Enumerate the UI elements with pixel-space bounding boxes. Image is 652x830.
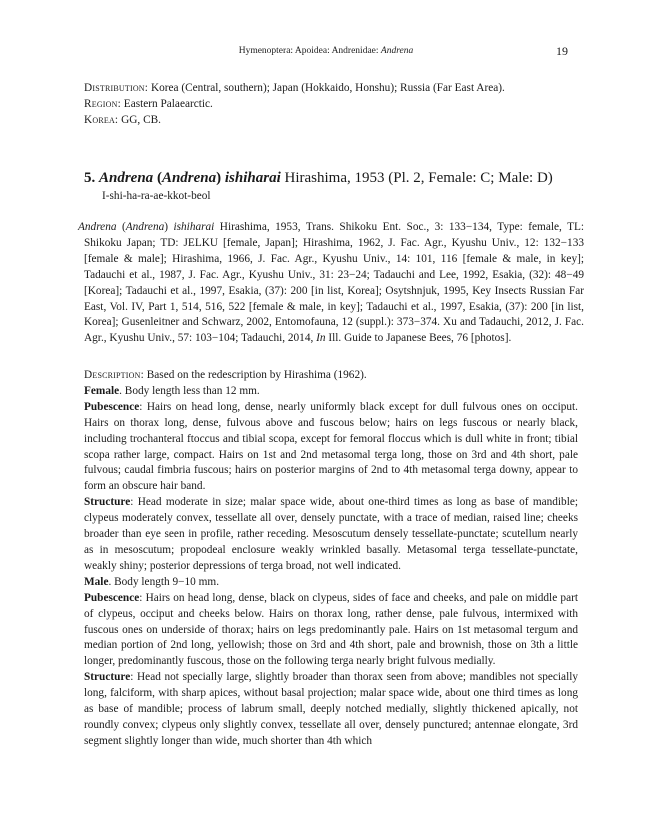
female-text: . Body length less than 12 mm.: [119, 384, 260, 397]
male-pubescence-label: Pubescence: [84, 591, 140, 604]
male-line: [84, 575, 578, 591]
synonymy-citations-end: Ill. Guide to Japanese Bees, 76 [photos].: [325, 332, 512, 345]
running-title-genus: Andrena: [380, 46, 414, 56]
species-subgenus: Andrena: [161, 170, 217, 186]
synonymy-subgenus-wrap: (Andrena): [121, 221, 169, 233]
male-structure-text: : Head not specially large, slightly broader than thorax seen from above; mandibles not specially long, falciform, with sharp apices, without basal projection; malar space wide, about one third times as long as base of mandible; process of labrum small, deeply notched medially, slightly thickened apically, not roundly convex; clypeus only slightly convex, tessellate all over, densely punctured; antennae elongate, 3rd segment slightly longer than wide, much shorter than 4th which: [84, 671, 578, 747]
page-number: 19: [556, 44, 568, 58]
description-text: Based on the redescription by Hirashima (1962).: [143, 369, 367, 381]
distribution-line: [84, 80, 574, 96]
korea-label: Korea:: [84, 114, 119, 126]
synonymy-genus: Andrena: [78, 221, 117, 233]
running-header: [0, 46, 652, 56]
korean-common-name: I-shi-ha-ra-ae-kkot-beol: [102, 190, 211, 202]
species-heading: [84, 169, 584, 188]
female-structure-text: : Head moderate in size; malar space wide, about one-third times as long as base of mandible; clypeus moderately convex, tessellate all over, densely punctate, with a trace of median, raised line; cheeks broader than eye seen in profile, rather receding. Mesoscutum densely tessellate-punctate; scutellum nearly as in mesoscutum; propodeal enclosure weakly wrinkled basally. Metasomal terga tessellate-punctate, weakly shiny; posterior depressions of terga broad, not well indicated.: [84, 496, 578, 572]
species-epithet: ishiharai: [224, 170, 281, 186]
synonymy-citations: Hirashima, 1953, Trans. Shikoku Ent. Soc., 3: 133−134, Type: female, TL: Shikoku Japan; TD: JELKU [female, Japan]; Hirashima, 1962, J. Fac. Agr., Kyushu Univ., 12: 132−133 [female & male]; Hirashima, 1966, J. Fac. Agr., Kyushu Univ., 14: 101, 116 [female & male, in key]; Tadauchi et al., 1987, J. Fac. Agr., Kyushu Univ., 31: 23−24; Tadauchi and Lee, 1992, Esakia, (32): 48−49 [Korea]; Tadauchi et al., 1997, Esakia, (37): 200 [in list, Korea]; Osytshnjuk, 1995, Key Insects Russian Far East, Vol. IV, Part 1, 514, 516, 522 [female & male, in key]; Tadauchi et al., 1997, Esakia, (37): 200 [in list, Korea]; Gusenleitner and Schwarz, 2002, Entomofauna, 12 (suppl.): 373−374. Xu and Tadauchi, 2012, J. Fac. Agr., Kyushu Univ., 57: 103−104; Tadauchi, 2014,: [84, 221, 585, 345]
paren-open: (: [156, 170, 162, 186]
female-pubescence: [84, 400, 578, 495]
male-pubescence-text: : Hairs on head long, dense, black on clypeus, sides of face and cheeks, and pale on middle part of clypeus, occiput and cheeks below. Hairs on thorax long, rather dense, pale fulvous, intermixed with fuscous ones on underside of thorax; hairs on legs predominantly pale. Hairs on 1st metasomal tergum and median portion of 2nd long, yellowish; those on 3rd and 4th short, pale and brownish, those on 3th a little longer, predominantly fuscous, those on the following terga nearly bright fulvous medially.: [84, 591, 578, 668]
female-structure: [84, 495, 578, 575]
female-pubescence-label: Pubescence: [84, 400, 140, 413]
male-pubescence: [84, 591, 578, 671]
distribution-block: [84, 80, 574, 128]
paren-close: ): [216, 170, 222, 186]
distribution-value: Korea (Central, southern); Japan (Hokkaido, Honshu); Russia (Far East Area).: [150, 82, 505, 94]
synonymy-epithet: ishiharai: [173, 221, 215, 233]
description-section: [84, 368, 578, 750]
plate-reference: (Pl. 2, Female: C; Male: D): [388, 170, 553, 186]
male-text: . Body length 9−10 mm.: [108, 575, 220, 588]
synonymy-subgenus: Andrena: [125, 221, 165, 233]
description-line: [84, 368, 578, 384]
female-structure-label: Structure: [84, 496, 131, 509]
korea-line: [84, 112, 574, 128]
male-label: Male: [84, 575, 109, 588]
species-genus: Andrena: [99, 170, 154, 186]
region-value: Eastern Palaearctic.: [123, 98, 213, 110]
species-author: Hirashima, 1953: [284, 170, 385, 186]
distribution-label: Distribution:: [84, 82, 149, 94]
female-label: Female: [84, 384, 120, 397]
description-label: Description:: [84, 369, 144, 381]
male-structure: [84, 670, 578, 750]
female-pubescence-text: : Hairs on head long, dense, nearly uniformly black except for dull fulvous ones on occiput. Hairs on thorax long, dense, fulvous above and fuscous below; hairs on legs fuscous or nearly black, including trochanteral ftoccus and tibial scopa, except for femoral floccus which is dull white in front; tibial scopa rather large, compact. Hairs on 1st and 2nd metasomal terga long, those on 3rd and 4th short, pale fulvous; caudal fimbria fuscous; hairs on posterior margins of 2nd to 4th metasomal terga downy, appear to form an obscure hair band.: [84, 400, 578, 493]
region-line: [84, 96, 574, 112]
species-number: 5.: [84, 170, 96, 186]
region-label: Region:: [84, 98, 121, 110]
female-line: [84, 384, 578, 400]
synonymy-text: [78, 220, 585, 347]
running-title: Hymenoptera: Apoidea: Andrenidae:: [238, 46, 381, 56]
male-structure-label: Structure: [84, 671, 131, 684]
korea-value: GG, CB.: [121, 114, 161, 126]
synonymy-paragraph: [78, 220, 584, 347]
synonymy-in: In: [316, 332, 326, 345]
